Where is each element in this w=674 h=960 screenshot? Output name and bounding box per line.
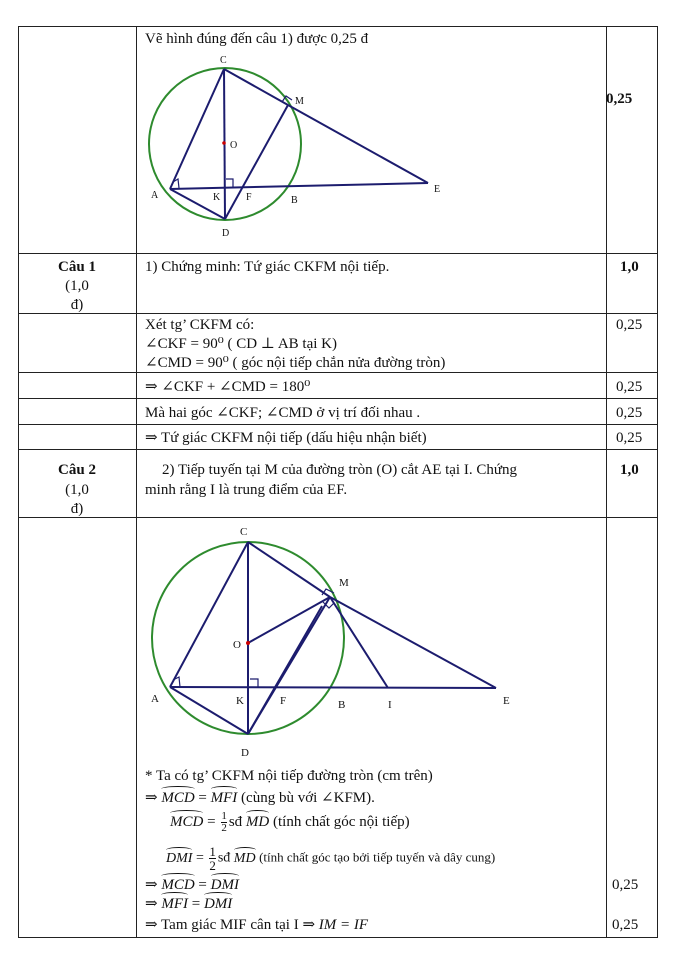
right-angle-k [226,179,233,187]
q2-points-b: đ) [70,501,84,517]
segment-md [225,105,288,219]
proof-line-1: * Ta có tg’ CKFM nội tiếp đường tròn (cm trên) [145,768,433,784]
tangent-mi [330,597,388,688]
proof-line-3-reason: (tính chất góc nội tiếp) [272,813,410,830]
proof-line-2-reason: (cùng bù với ∠KFM). [241,790,375,806]
segment-fm [248,606,322,734]
q2-label: Câu 2 [58,462,96,478]
row-border [18,372,658,373]
label-k: K [236,695,244,707]
segment-ae [170,687,496,688]
intro-score: 0,25 [606,91,633,107]
equals-symbol: = [198,790,207,806]
label-e: E [503,695,510,707]
segment-ca [170,69,224,189]
q1-step3-score: 0,25 [616,405,643,421]
angle-dmi: DMI [210,877,239,893]
q1-step1-line1: Xét tg’ CKFM có: [145,317,255,333]
right-angle-k [250,679,258,687]
proof-conclusion: ⇒ Tam giác MIF cân tại I ⇒ [145,917,316,933]
q1-points-b: đ) [70,297,84,313]
label-d: D [222,228,230,239]
sd-label: sđ [217,850,231,866]
label-a: A [151,190,159,201]
proof-line-6: ⇒ MFI = DMI [145,896,233,912]
label-i: I [388,699,392,711]
q2-title-line1: 2) Tiếp tuyến tại M của đường tròn (O) cắt AE tại I. Chứng [162,462,517,478]
label-f: F [246,192,252,203]
label-b: B [291,195,298,206]
segment-me [288,105,428,183]
q2-title-line2: minh rằng I là trung điểm của EF. [145,482,348,498]
proof-line-2 [145,789,375,807]
table-col-divider-1 [136,26,137,938]
label-c: C [220,55,227,66]
label-m: M [295,96,304,107]
angle-mcd: MCD [161,790,195,806]
label-b: B [338,699,346,711]
proof-line-4: DMI = $\frac{1}{2}$ sđ MD (tính chất góc tạo bởi tiếp tuyến và dây cung) [166,844,496,873]
proof-line-3: MCD = $\frac{1}{2}$ sđ MD (tính chất góc nội tiếp) [170,810,410,834]
segment-om [248,597,330,643]
fraction-half: $\frac{1}{2}$ [209,844,216,873]
q2-points-a: (1,0 [65,482,89,498]
proof-conclusion-math: IM = IF [318,917,369,933]
proof-line-7-score: 0,25 [612,917,639,933]
label-o: O [233,639,241,651]
label-m: M [339,577,349,589]
center-dot [246,641,250,645]
table-border-right [657,26,658,938]
angle-mcd: MCD [161,877,195,893]
label-f: F [280,695,287,707]
q1-step1-line2: ∠CKF = 90⁰ ( CD ⊥ AB tại K) [145,336,337,352]
sd-label: sđ [228,813,243,830]
table-col-divider-2 [606,26,607,938]
q1-step2-score: 0,25 [616,379,643,395]
row-border [18,424,658,425]
label-a: A [151,693,159,705]
fraction-half: $\frac{1}{2}$ [221,810,227,834]
row-border [18,937,658,938]
row-border [18,398,658,399]
label-o: O [230,140,238,151]
implies-symbol: ⇒ [145,790,158,806]
q1-step1-line3: ∠CMD = 90⁰ ( góc nội tiếp chắn nửa đường tròn) [145,355,446,371]
figure-intro-text: Vẽ hình đúng đến câu 1) được 0,25 đ [145,31,369,47]
proof-line-5-score: 0,25 [612,877,639,893]
label-c: C [240,526,248,538]
figure-2 [140,522,540,762]
proof-line-7 [145,916,368,934]
q1-step1-score: 0,25 [616,317,643,333]
row-border [18,253,658,254]
segment-ae [170,183,428,189]
angle-mfi: MFI [210,790,238,806]
angle-dmi: DMI [203,896,233,912]
segment-me [330,597,496,688]
angle-mcd: MCD [170,813,204,830]
label-e: E [434,184,441,195]
figure-1 [140,50,600,250]
q1-step3-text: Mà hai góc ∠CKF; ∠CMD ở vị trí đối nhau . [145,405,421,421]
row-border [18,449,658,450]
q2-total: 1,0 [620,462,639,478]
q1-total: 1,0 [620,259,639,275]
angle-dmi: DMI [166,850,193,866]
arc-md: MD [245,813,270,830]
label-d: D [241,747,249,759]
q1-step4-score: 0,25 [616,430,643,446]
q1-points-a: (1,0 [65,278,89,294]
proof-line-4-reason: (tính chất góc tạo bởi tiếp tuyến và dây cung) [259,849,496,865]
arc-md: MD [233,850,256,866]
q1-label: Câu 1 [58,259,96,275]
angle-mfi: MFI [161,896,188,912]
segment-ca [170,542,248,687]
proof-line-5: ⇒ MCD = DMI [145,877,239,893]
row-border [18,26,658,27]
label-k: K [213,192,221,203]
q1-title: 1) Chứng minh: Tứ giác CKFM nội tiếp. [145,259,390,275]
q1-step2-text: ⇒ ∠CKF + ∠CMD = 180⁰ [145,379,311,395]
center-dot [222,141,226,145]
q1-step4-text: ⇒ Tứ giác CKFM nội tiếp (dấu hiệu nhận biết) [145,430,427,446]
